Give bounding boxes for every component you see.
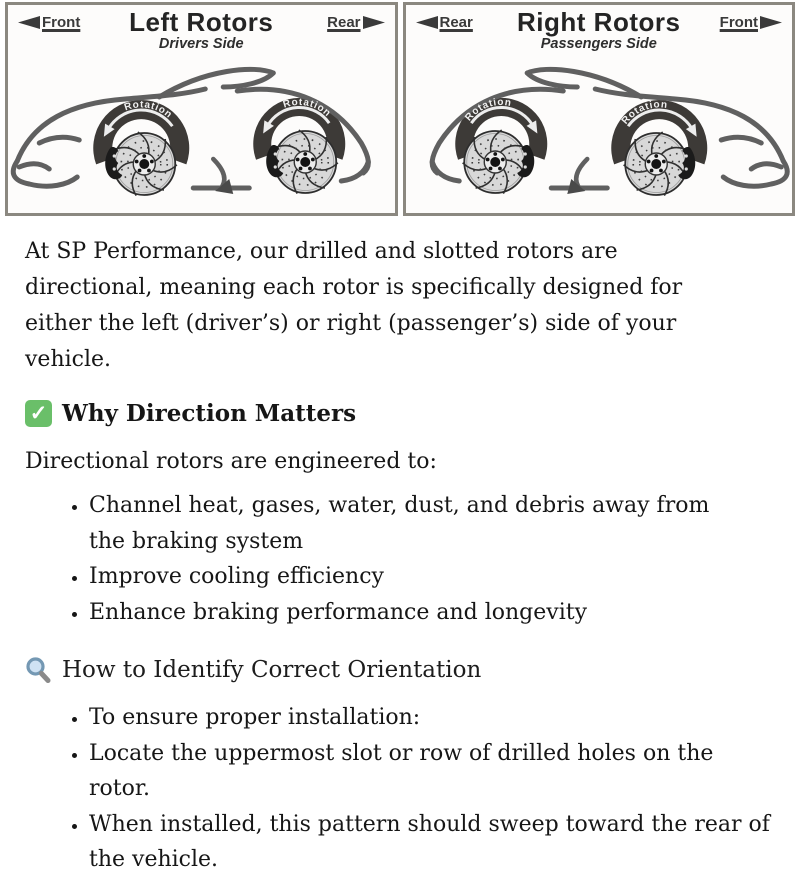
rotation-label-rear: Rotation — [281, 96, 334, 120]
rotation-label-rear: Rotation — [462, 96, 512, 124]
rotation-label-front: Rotation — [122, 99, 175, 121]
list-item: • To ensure proper installation: — [89, 700, 779, 736]
direction-text: Rear — [439, 14, 473, 31]
orientation-heading-row — [25, 656, 800, 684]
front-direction-label — [720, 14, 782, 31]
arrow-right-icon — [363, 15, 385, 30]
intro-paragraph: At SP Performance, our drilled and slotted rotors are directional, meaning each rotor is specifically designed for either the left (driver’s) or right (passenger’s) side of your vehicle. — [25, 239, 683, 372]
why-direction-heading-row — [25, 400, 800, 427]
orientation-list — [25, 700, 779, 878]
panel-title: Right Rotors — [517, 7, 681, 37]
left-panel-header — [8, 5, 395, 59]
arrow-right-icon — [760, 15, 782, 30]
list-item: • Improve cooling efficiency — [89, 559, 749, 595]
magnifying-glass-icon — [25, 656, 52, 684]
right-panel-header — [406, 5, 793, 59]
benefits-list — [25, 488, 749, 630]
engineered-lead-text: Directional rotors are engineered to: — [25, 449, 437, 474]
rotation-label-front: Rotation — [619, 99, 668, 127]
direction-text: Front — [719, 14, 758, 31]
panel-subtitle: Drivers Side — [158, 36, 244, 52]
list-item: • Channel heat, gases, water, dust, and debris away from the braking system — [89, 488, 749, 559]
right-rotors-panel — [403, 2, 796, 216]
list-item: • Enhance braking performance and longevity — [89, 595, 749, 631]
direction-text: Rear — [327, 14, 361, 31]
rotor-direction-diagram — [0, 0, 800, 218]
panel-title: Left Rotors — [129, 7, 274, 37]
car-illustration-left — [8, 59, 395, 216]
check-mark-icon: ✓ — [25, 400, 52, 427]
direction-text: Front — [42, 14, 81, 31]
list-item: • Locate the uppermost slot or row of drilled holes on the rotor. — [89, 736, 779, 807]
rear-direction-label — [327, 14, 384, 31]
section-heading: How to Identify Correct Orientation — [62, 657, 482, 683]
left-rotors-panel — [5, 2, 398, 216]
list-item: • When installed, this pattern should sweep toward the rear of the vehicle. — [89, 807, 779, 878]
panel-subtitle: Passengers Side — [540, 36, 657, 52]
article-body — [0, 234, 800, 878]
car-illustration-right — [406, 59, 793, 216]
section-heading: Why Direction Matters — [62, 400, 357, 427]
